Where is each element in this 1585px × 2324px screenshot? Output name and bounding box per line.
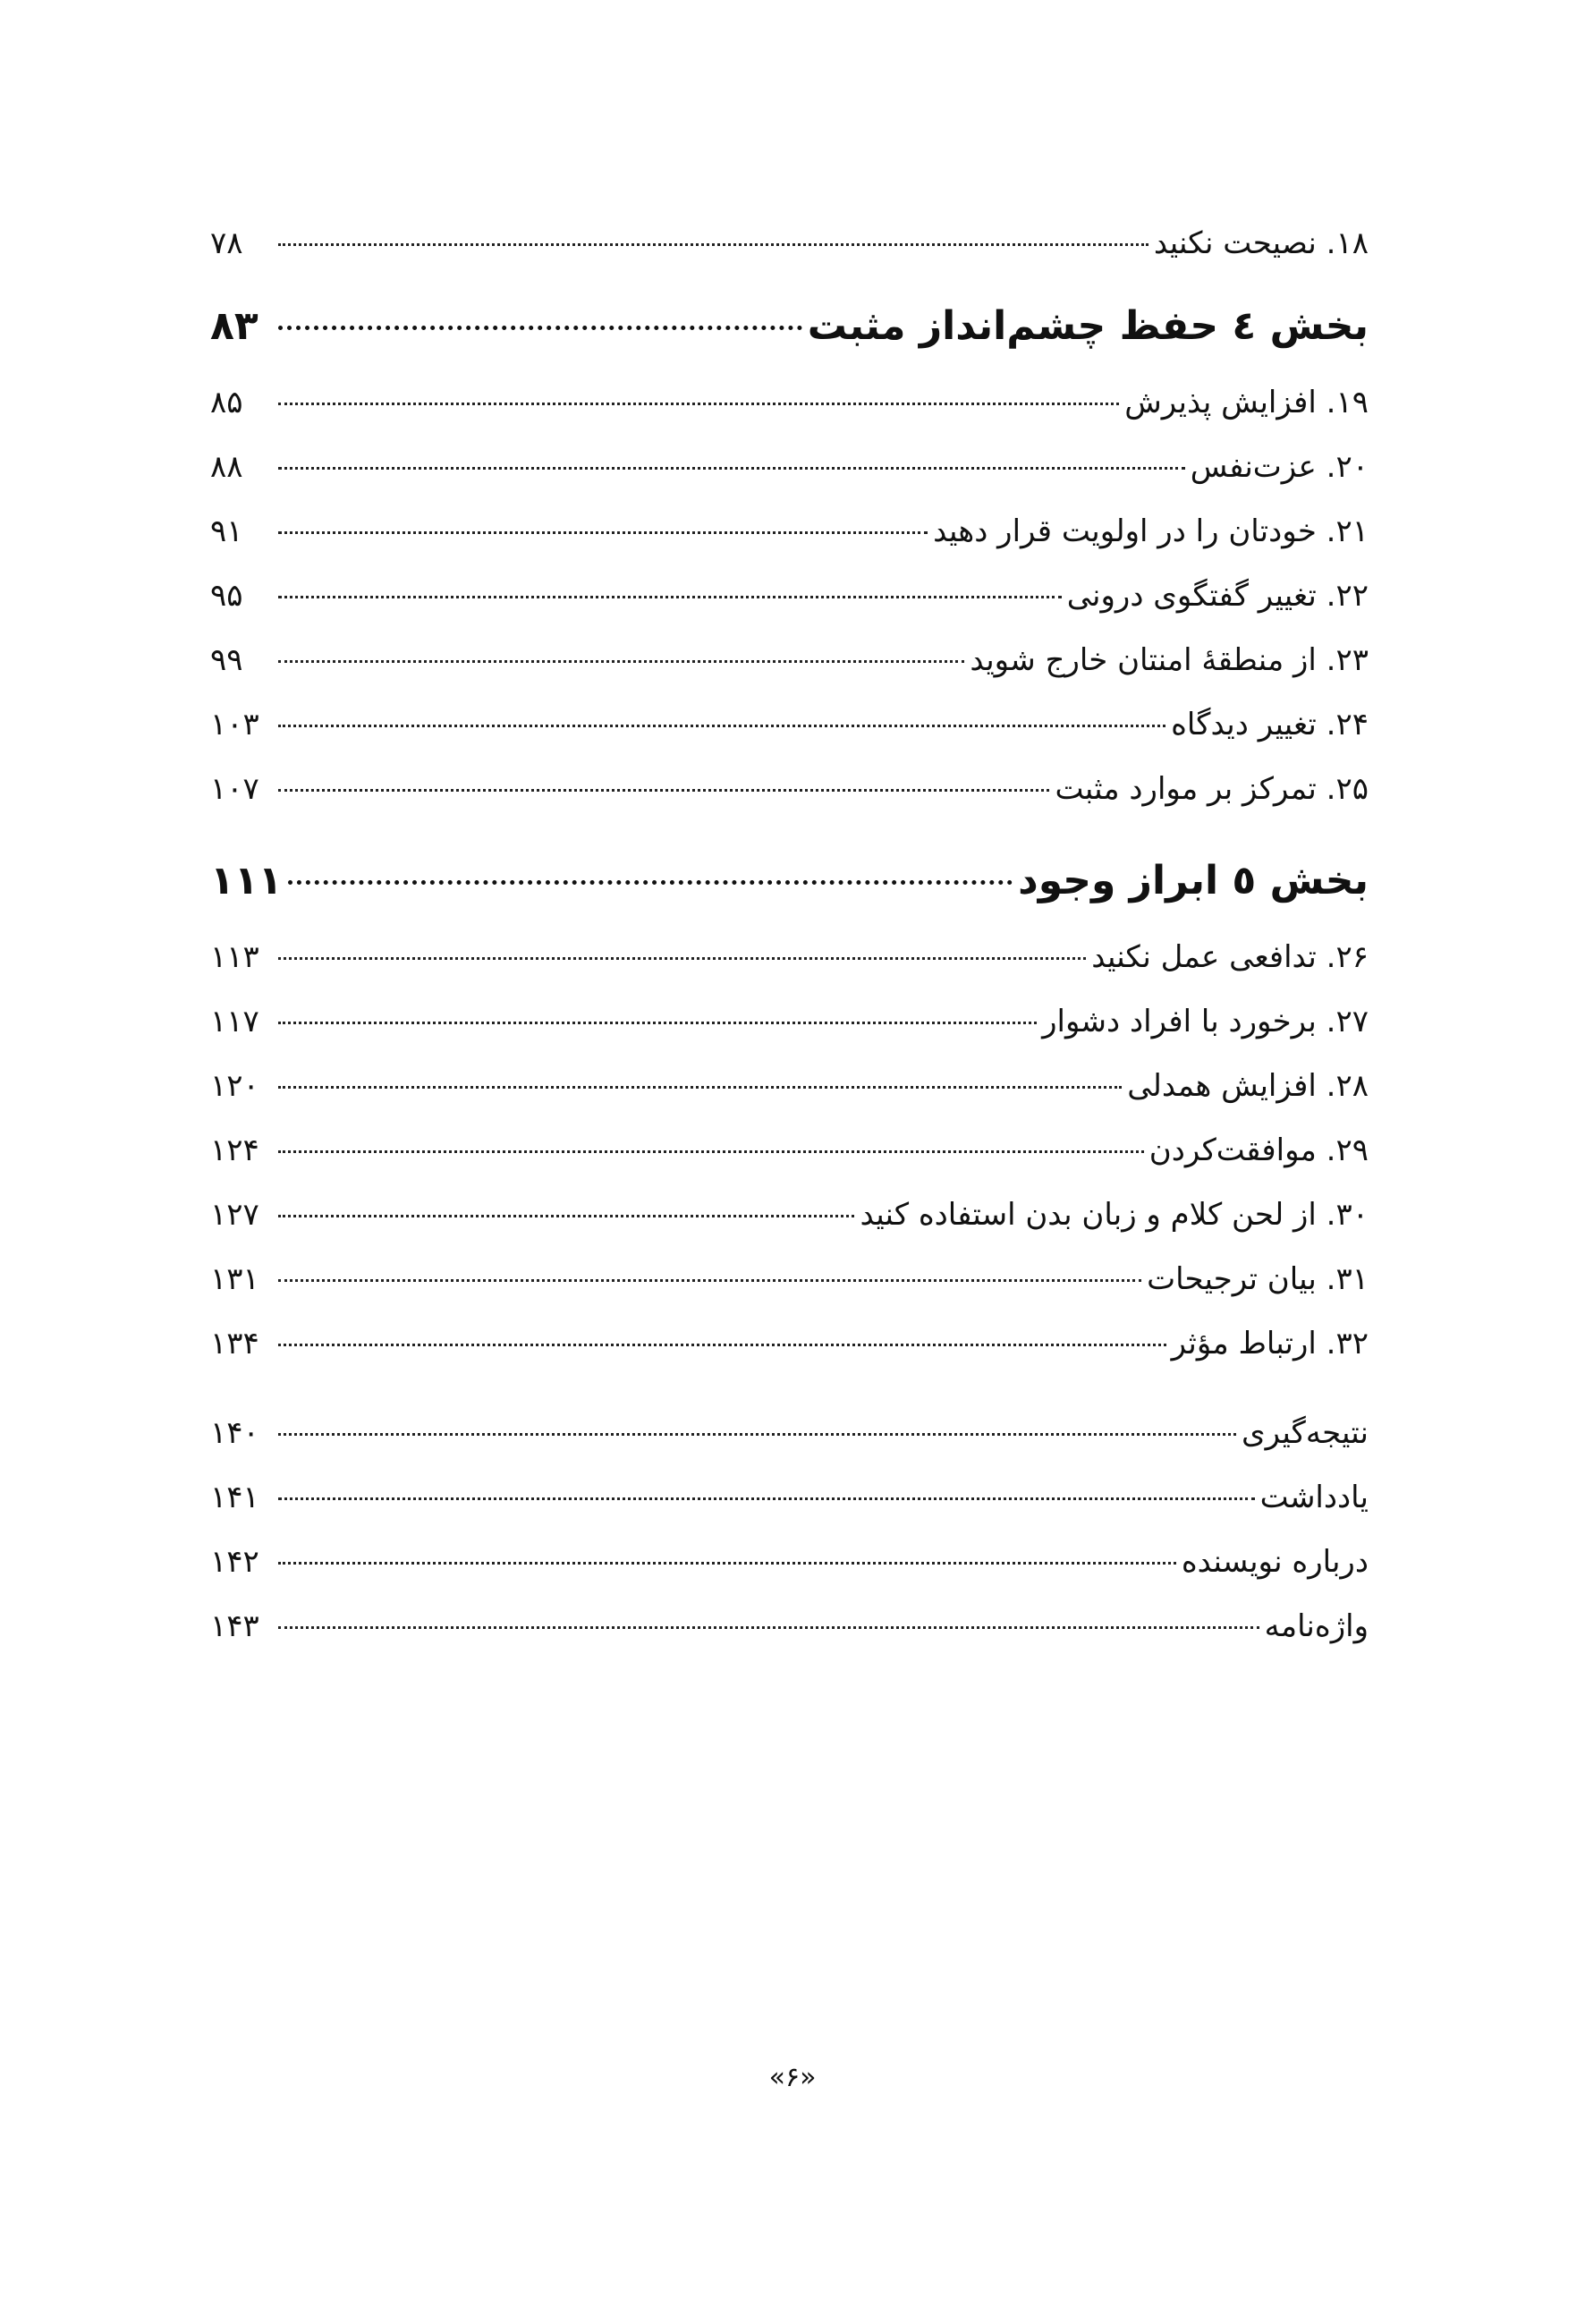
toc-entry-page: ۹۵ bbox=[210, 578, 243, 614]
toc-entry-title: ۱۹. افزایش پذیرش bbox=[1124, 385, 1369, 420]
toc-entry-title: ۲۲. تغییر گفتگوی درونی bbox=[1066, 578, 1369, 614]
toc-entry-21[interactable] bbox=[210, 499, 1369, 564]
dot-leader bbox=[278, 1344, 1166, 1346]
toc-entry-23[interactable] bbox=[210, 628, 1369, 692]
dot-leader bbox=[278, 1626, 1259, 1629]
toc-entry-title: ۲۹. موافقت‌کردن bbox=[1148, 1132, 1369, 1168]
toc-entry-31[interactable] bbox=[210, 1247, 1369, 1311]
toc-entry-title: یادداشت bbox=[1259, 1480, 1369, 1515]
section-page: ۸۳ bbox=[210, 303, 259, 349]
dot-leader bbox=[278, 1497, 1255, 1500]
toc-entry-27[interactable] bbox=[210, 989, 1369, 1054]
dot-leader bbox=[278, 660, 964, 663]
toc-entry-24[interactable] bbox=[210, 692, 1369, 757]
dot-leader bbox=[278, 326, 802, 330]
toc-entry-title: ۲۶. تدافعی عمل نکنید bbox=[1091, 939, 1369, 975]
toc-entry-about-author[interactable] bbox=[210, 1530, 1369, 1594]
table-of-contents bbox=[210, 211, 1369, 1658]
section-title: بخش ٤ حفظ چشم‌انداز مثبت bbox=[807, 303, 1369, 349]
toc-entry-title: ۲۸. افزایش همدلی bbox=[1127, 1068, 1369, 1104]
dot-leader bbox=[278, 1150, 1144, 1153]
dot-leader bbox=[278, 1562, 1176, 1565]
dot-leader bbox=[278, 1086, 1122, 1089]
toc-entry-page: ۱۲۴ bbox=[210, 1132, 259, 1168]
toc-entry-page: ۹۱ bbox=[210, 513, 243, 549]
toc-entry-page: ۱۴۲ bbox=[210, 1544, 259, 1580]
toc-entry-title: ۲۵. تمرکز بر موارد مثبت bbox=[1055, 771, 1369, 807]
dot-leader bbox=[278, 725, 1165, 727]
toc-entry-page: ۱۰۳ bbox=[210, 707, 259, 742]
toc-entry-page: ۱۴۳ bbox=[210, 1608, 259, 1644]
dot-leader bbox=[278, 789, 1049, 792]
toc-entry-28[interactable] bbox=[210, 1054, 1369, 1118]
dot-leader bbox=[278, 957, 1086, 960]
toc-entry-page: ۷۸ bbox=[210, 225, 243, 261]
toc-entry-title: ۲۰. عزت‌نفس bbox=[1190, 449, 1369, 485]
dot-leader bbox=[278, 531, 928, 534]
toc-entry-title: واژه‌نامه bbox=[1264, 1608, 1369, 1644]
toc-entry-page: ۱۲۰ bbox=[210, 1068, 259, 1104]
toc-entry-title: ۲۳. از منطقهٔ امنتان خارج شوید bbox=[970, 642, 1369, 678]
toc-entry-18[interactable] bbox=[210, 211, 1369, 276]
toc-entry-29[interactable] bbox=[210, 1118, 1369, 1183]
toc-entry-26[interactable] bbox=[210, 925, 1369, 989]
toc-entry-page: ۱۱۳ bbox=[210, 939, 259, 975]
dot-leader bbox=[278, 403, 1119, 405]
toc-entry-page: ۸۵ bbox=[210, 385, 243, 420]
section-page: ۱۱۱ bbox=[210, 858, 283, 903]
toc-entry-title: ۲۷. برخورد با افراد دشوار bbox=[1042, 1004, 1369, 1039]
page-number: «۶» bbox=[768, 2062, 817, 2093]
toc-entry-title: ۲۴. تغییر دیدگاه bbox=[1171, 707, 1369, 742]
toc-section-4-heading[interactable] bbox=[210, 283, 1369, 370]
toc-entry-20[interactable] bbox=[210, 435, 1369, 499]
toc-entry-22[interactable] bbox=[210, 564, 1369, 628]
toc-entry-title: ۳۰. از لحن کلام و زبان بدن استفاده کنید bbox=[860, 1197, 1369, 1233]
dot-leader bbox=[278, 467, 1185, 470]
toc-entry-32[interactable] bbox=[210, 1311, 1369, 1376]
toc-entry-page: ۱۳۴ bbox=[210, 1326, 259, 1361]
toc-entry-title: ۳۱. بیان ترجیحات bbox=[1147, 1261, 1369, 1297]
dot-leader bbox=[278, 243, 1148, 246]
toc-entry-page: ۱۰۷ bbox=[210, 771, 259, 807]
toc-entry-page: ۱۳۱ bbox=[210, 1261, 259, 1297]
toc-section-5-heading[interactable] bbox=[210, 837, 1369, 925]
toc-entry-title: ۲۱. خودتان را در اولویت قرار دهید bbox=[933, 513, 1369, 549]
toc-entry-title: نتیجه‌گیری bbox=[1242, 1415, 1369, 1451]
toc-entry-notes[interactable] bbox=[210, 1465, 1369, 1530]
toc-entry-page: ۱۱۷ bbox=[210, 1004, 259, 1039]
dot-leader bbox=[278, 1215, 854, 1217]
toc-entry-page: ۱۴۰ bbox=[210, 1415, 259, 1451]
dot-leader bbox=[278, 1279, 1141, 1282]
dot-leader bbox=[278, 1433, 1236, 1436]
dot-leader bbox=[278, 596, 1062, 598]
section-title: بخش ٥ ابراز وجود bbox=[1018, 858, 1369, 903]
toc-entry-page: ۹۹ bbox=[210, 642, 243, 678]
toc-entry-page: ۸۸ bbox=[210, 449, 243, 485]
toc-entry-page: ۱۴۱ bbox=[210, 1480, 259, 1515]
toc-entry-glossary[interactable] bbox=[210, 1594, 1369, 1658]
toc-entry-title: ۳۲. ارتباط مؤثر bbox=[1171, 1326, 1369, 1361]
toc-entry-page: ۱۲۷ bbox=[210, 1197, 259, 1233]
toc-entry-title: درباره نویسنده bbox=[1181, 1544, 1369, 1580]
dot-leader bbox=[288, 880, 1013, 885]
toc-entry-30[interactable] bbox=[210, 1183, 1369, 1247]
dot-leader bbox=[278, 1022, 1037, 1024]
toc-entry-25[interactable] bbox=[210, 757, 1369, 821]
toc-entry-conclusion[interactable] bbox=[210, 1401, 1369, 1465]
toc-entry-19[interactable] bbox=[210, 370, 1369, 435]
toc-entry-title: ۱۸. نصیحت نکنید bbox=[1153, 225, 1369, 261]
